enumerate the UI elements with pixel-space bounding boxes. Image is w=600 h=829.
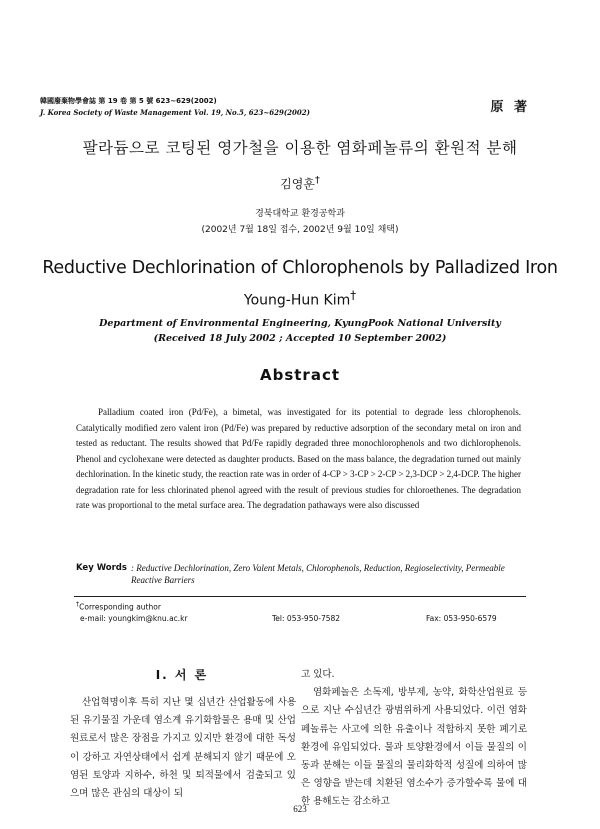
- journal-citation: [40, 96, 310, 118]
- keywords-label: Key Words: [76, 563, 127, 573]
- body-left-column: [70, 694, 296, 803]
- author-korean: [0, 175, 600, 192]
- footnote-corresponding-text: Corresponding author: [79, 602, 161, 612]
- journal-citation-english: J. Korea Society of Waste Management Vol. 19, No.5, 623~629(2002): [40, 108, 310, 117]
- footnote-rule: [74, 596, 526, 597]
- paper-type-label: 原 著: [490, 100, 530, 115]
- author-english-mark: †: [350, 288, 357, 302]
- abstract-heading: Abstract: [259, 366, 341, 384]
- title-korean: 팔라듐으로 코팅된 영가철을 이용한 염화페놀류의 환원적 분해: [82, 139, 518, 157]
- title-english: Reductive Dechlorination of Chlorophenols by Palladized Iron: [42, 258, 558, 278]
- footnote-tel: Tel: 053-950-7582: [272, 614, 341, 623]
- department-english: Department of Environmental Engineering, KyungPook National University: [99, 318, 501, 329]
- received-korean: (2002년 7월 18일 접수, 2002년 9월 10일 채택): [201, 225, 399, 235]
- footnote-corresponding: [76, 601, 161, 612]
- author-korean-name: 김영훈: [280, 177, 315, 191]
- author-english-name: Young-Hun Kim: [243, 292, 351, 309]
- affiliation-korean: 경북대학교 환경공학과: [255, 209, 345, 219]
- abstract-text: Palladium coated iron (Pd/Fe), a bimetal, was investigated for its potential to degrade less chlorophenols. Catalytically modified zero valent iron (Pd/Fe) was prepared by reductive adsorption of the secondary metal on iron and tested as reductant. The results showed that Pd/Fe rapidly degraded three monochlorophenols and two dichlorophenols. Phenol and cyclohexane were detected as daughter products. Based on the mass balance, the degradation turned out mainly dechlorination. In the kinetic study, the reaction rate was in order of 4-CP > 3-CP > 2-CP > 2,3-DCP > 2,4-DCP. The higher degradation rate for less chlorinated phenol agreed with the result of previous studies for chloroethenes. The degradation rate was proportional to the metal surface area. The degradation pathaways were also discussed: [76, 407, 521, 510]
- body-right-column: [301, 666, 527, 812]
- keywords-text: : Reductive Dechlorination, Zero Valent Metals, Chlorophenols, Reduction, Regioselectivity, Permeable Reactive Barriers: [130, 563, 505, 585]
- received-english: (Received 18 July 2002 ; Accepted 10 September 2002): [153, 333, 447, 344]
- body-left-paragraph: 산업혁명이후 특히 지난 몇 십년간 산업활동에 사용된 유기물질 가운데 염소계 유기화합물은 용매 및 산업원료로서 많은 장점을 가지고 있지만 환경에 대한 독성이 강하고 자연상태에서 쉽게 분해되지 않기 때문에 오염된 토양과 지하수, 하천 및 퇴적물에서 검출되고 있으며 많은 관심의 대상이 되: [70, 697, 296, 800]
- body-right-paragraph: 염화페놀은 소독제, 방부제, 농약, 화학산업원료 등으로 지난 수십년간 광범위하게 사용되었다. 이런 염화페놀류는 사고에 의한 유출이나 적합하지 못한 폐기로 환경에 유입되었다. 물과 토양환경에서 이들 물질의 이동과 분해는 이들 물질의 물리화학적 성질에 의하여 많은 영향을 받는데 치환된 염소수가 증가할수록 물에 대한 용해도는 감소하고: [301, 687, 527, 808]
- author-english: [0, 288, 600, 309]
- journal-citation-korean: 韓國廢棄物學會誌 第 19 卷 第 5 號 623~629(2002): [40, 97, 217, 105]
- footnote-mark: †: [76, 601, 80, 608]
- section-heading-introduction: Ⅰ. 서 론: [155, 668, 209, 682]
- footnote-email: e-mail: youngkim@knu.ac.kr: [80, 614, 188, 623]
- footnote-fax: Fax: 053-950-6579: [426, 614, 497, 623]
- author-mark: †: [314, 175, 320, 186]
- body-right-continuation: 고 있다.: [301, 669, 335, 680]
- keywords: [76, 562, 521, 586]
- page-number: 623: [293, 804, 307, 814]
